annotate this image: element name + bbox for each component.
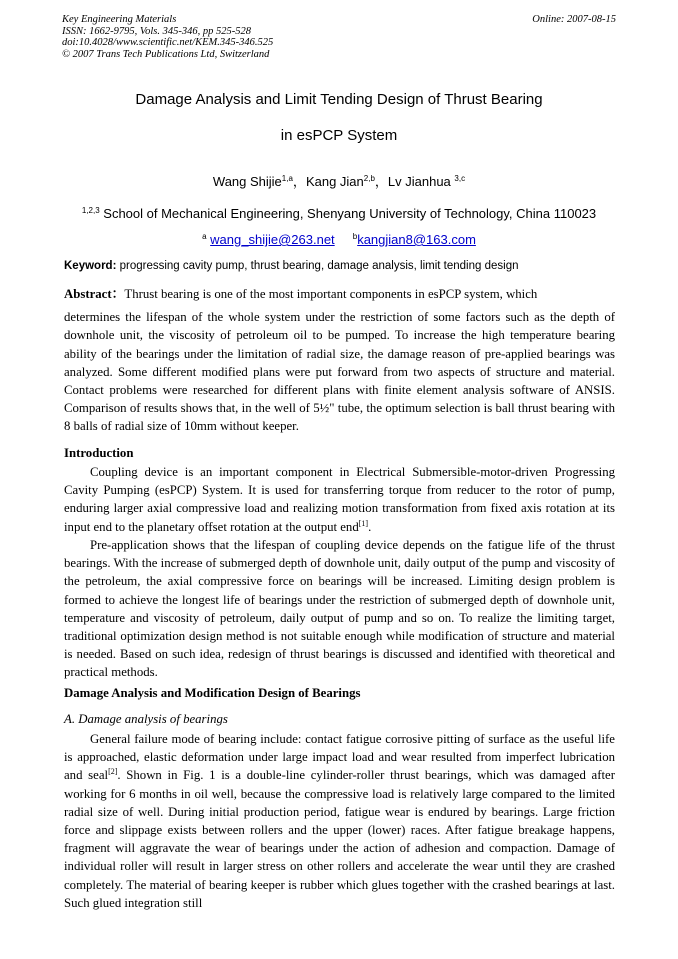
subsection-heading-damage: A. Damage analysis of bearings xyxy=(64,712,228,726)
paper-title-line-1: Damage Analysis and Limit Tending Design of Thrust Bearing xyxy=(135,91,543,108)
author-separator: ， xyxy=(374,174,388,189)
damage-p1-b: . Shown in Fig. 1 is a double-line cylinder-roller thrust bearings, which was damaged after working for 6 months in oil well, because the compressive load is relatively large compared to the limited radial size of well. During initial production period, fatigue wear is endured by bearings. Large friction force and slippage exists between rollers and the upper (lower) races. After fatigue breakage happens, fragment will aggravate the wear of bearings under the action of adhesion and compaction. Damage of individual roller will result in larger stress on other rollers and accelerate the wear until they are crashed completely. The material of bearing keeper is rubber which glues together with the crashed bearings at last. Such glued integration still xyxy=(64,768,615,910)
abstract-label: Abstract： xyxy=(64,287,125,301)
intro-p2-text: Pre-application shows that the lifespan of coupling device depends on the fatigue life of the thrust bearings. With the increase of submerged depth of downhole unit, daily output of the pump and viscosity of the petroleum, the axial compressive force on bearings will be increased. Limiting design problem is formed to achieve the longest life of bearings under the restriction of submerged depth of downhole unit, temperature and viscosity of petroleum, daily output of pump and so on. To realize the limiting target, traditional optimization design method is not suitable enough while modification of structure and material is needed. Based on such idea, redesign of thrust bearings is discussed and identified with theoretical and practical methods. xyxy=(64,538,615,680)
citation-ref[interactable]: [1] xyxy=(358,518,369,528)
affiliation-sup: 1,2,3 xyxy=(81,206,100,215)
journal-name: Key Engineering Materials xyxy=(62,14,177,25)
damage-paragraph xyxy=(64,730,615,912)
abstract-first-line: Thrust bearing is one of the most important components in esPCP system, which xyxy=(124,287,538,301)
intro-paragraph-1 xyxy=(64,463,615,536)
author-separator: ， xyxy=(292,174,306,189)
copyright-line: © 2007 Trans Tech Publications Ltd, Switzerland xyxy=(62,48,270,60)
intro-p1-end: . xyxy=(368,519,372,534)
abstract xyxy=(64,285,615,436)
author-name: Kang Jian xyxy=(305,174,364,189)
keywords xyxy=(64,260,618,272)
email-link-b[interactable]: kangjian8@163.com xyxy=(357,232,476,247)
author-sup: 3,c xyxy=(454,174,466,183)
affiliation xyxy=(62,206,616,221)
author-sup: 2,b xyxy=(363,174,375,183)
abstract-body: determines the lifespan of the whole system under the restriction of some factors such as the depth of downhole unit, the viscosity of petroleum oil to be pumped. To increase the high temperature bearing ability of the bearings under the limitation of radial size, the damage reason of pre-applied bearings was analyzed. Some different modified plans were put forward from two aspects of structure and material. Contact problems were researched for different plans with finite element analysis software of ANSIS. Comparison of results shows that, in the well of 5½" tube, the optimum selection is ball thrust bearing with 8 balls of radial size of 10mm without keeper. xyxy=(64,310,615,434)
journal-header xyxy=(62,14,616,60)
issn-line: ISSN: 1662-9795, Vols. 345-346, pp 525-528 xyxy=(62,25,251,37)
email-sup: b xyxy=(352,232,358,241)
paper-title-line-2: in esPCP System xyxy=(280,127,398,144)
section-heading-damage: Damage Analysis and Modification Design of Bearings xyxy=(64,686,361,700)
keyword-text: progressing cavity pump, thrust bearing, damage analysis, limit tending design xyxy=(116,260,519,272)
section-heading-introduction: Introduction xyxy=(64,446,134,460)
email-link-a[interactable]: wang_shijie@263.net xyxy=(210,232,335,247)
affiliation-text: School of Mechanical Engineering, Shenyang University of Technology, China 110023 xyxy=(99,206,597,221)
damage-p1-a: General failure mode of bearing include: contact fatigue corrosive pitting of surface as the useful life is approached, elastic deformation under large impact load and wear resulted from imperfect lubrication and seal xyxy=(64,732,615,783)
doi-line: doi:10.4028/www.scientific.net/KEM.345-346.525 xyxy=(62,37,274,48)
keyword-label: Keyword: xyxy=(64,260,117,272)
email-sup: a xyxy=(202,232,207,241)
citation-ref[interactable]: [2] xyxy=(108,767,118,777)
intro-p1-text: Coupling device is an important component in Electrical Submersible-motor-driven Progressing Cavity Pumping (esPCP) System. It is used for transferring torque from reducer to the rotor of pump, enduring larger axial compressive load and realizing motion transformation from fixed axis rotation at its input end to the planetary offset rotation at the output end xyxy=(64,465,615,534)
email-list xyxy=(62,232,616,247)
author-name: Wang Shijie xyxy=(212,174,282,189)
intro-paragraph-2 xyxy=(64,536,615,682)
author-name: Lv Jianhua xyxy=(387,174,455,189)
online-date: Online: 2007-08-15 xyxy=(532,14,616,25)
author-list xyxy=(62,171,616,190)
author-sup: 1,a xyxy=(281,174,293,183)
